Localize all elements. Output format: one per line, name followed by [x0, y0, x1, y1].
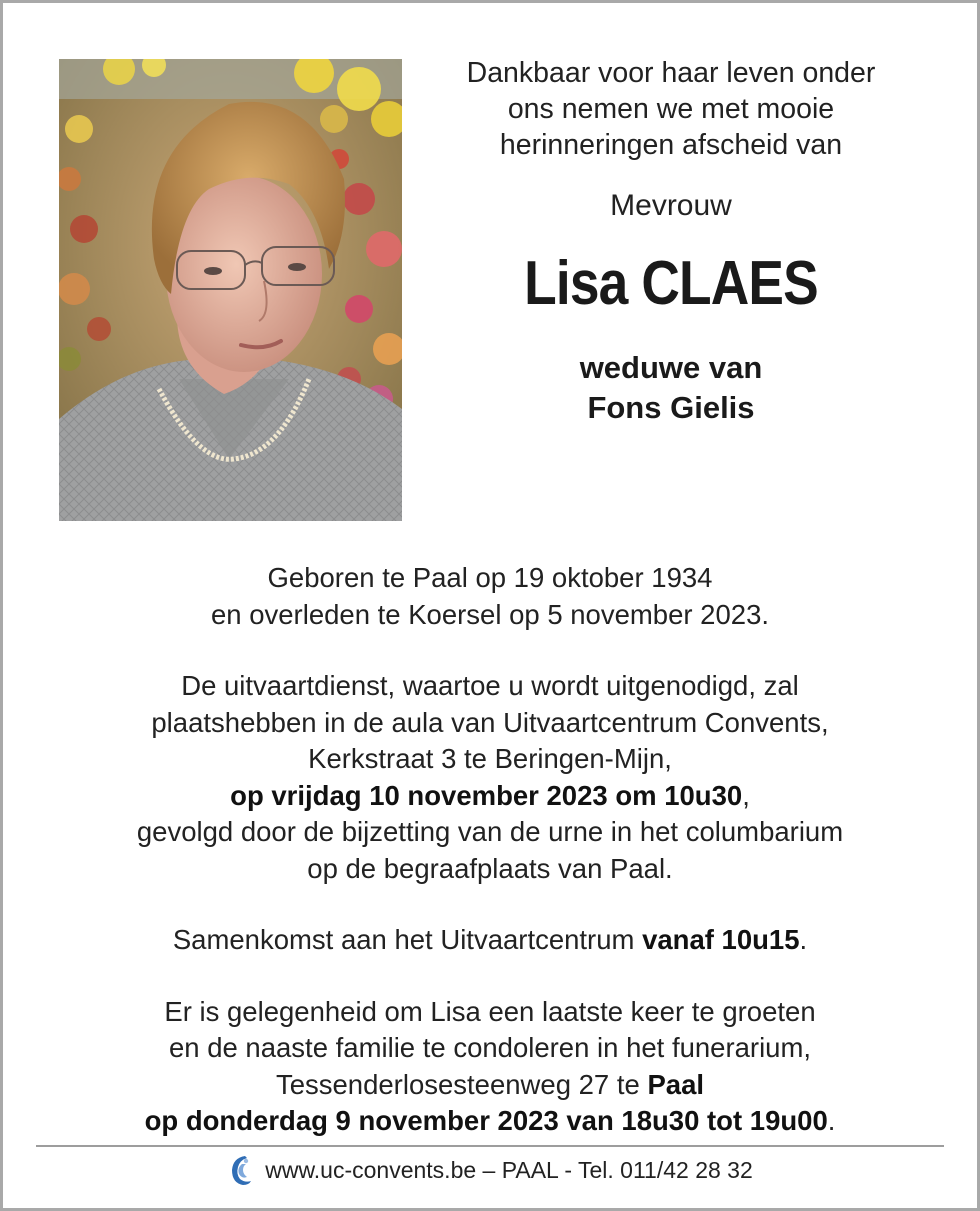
birth-line: Geboren te Paal op 19 oktober 1934	[267, 562, 713, 593]
visitation-address-text: Tessenderlosesteenweg 27 te	[275, 1068, 648, 1100]
spouse-name: Fons Gielis	[587, 390, 755, 425]
visitation-date-line	[40, 1103, 940, 1140]
spouse-line: weduwe van	[579, 350, 763, 385]
visitation-date: op donderdag 9 november 2023 van 18u30 tot 19u00	[144, 1105, 828, 1136]
death-line: en overleden te Koersel op 5 november 2023.	[210, 598, 770, 630]
intro-line: Dankbaar voor haar leven onder	[466, 57, 876, 89]
portrait-photo	[59, 59, 402, 521]
intro-line: herinneringen afscheid van	[499, 129, 843, 161]
gathering-line	[40, 922, 940, 959]
visitation-address	[40, 1067, 940, 1104]
spouse-block	[402, 348, 940, 428]
intro-line: ons nemen we met mooie	[507, 93, 835, 125]
service-line: De uitvaartdienst, waartoe u wordt uitgenodigd, zal	[181, 670, 799, 701]
gathering-text: Samenkomst aan het Uitvaartcentrum	[172, 924, 643, 955]
service-date-line	[40, 778, 940, 815]
service-line: plaatshebben in de aula van Uitvaartcentrum Convents,	[151, 706, 829, 738]
deceased-name: Lisa CLAES	[524, 249, 818, 318]
header-column	[402, 55, 940, 428]
service-line: op de begraafplaats van Paal.	[307, 852, 673, 884]
footer-contact: www.uc-convents.be – PAAL - Tel. 011/42 28 32	[265, 1156, 753, 1183]
title-prefix: Mevrouw	[610, 189, 732, 222]
visitation-place: Paal	[647, 1068, 705, 1100]
gathering-suffix: .	[799, 924, 808, 955]
visitation-date-suffix: .	[827, 1105, 836, 1136]
footer	[0, 1150, 980, 1190]
service-date: op vrijdag 10 november 2023 om 10u30	[230, 779, 743, 811]
uc-convents-logo-icon	[227, 1152, 253, 1188]
footer-divider	[36, 1145, 944, 1147]
service-date-suffix: ,	[742, 779, 750, 811]
announcement-body	[40, 560, 940, 1140]
service-address: Kerkstraat 3 te Beringen-Mijn,	[308, 743, 672, 774]
visitation-line: Er is gelegenheid om Lisa een laatste keer te groeten	[164, 995, 816, 1027]
gathering-time: vanaf 10u15	[642, 924, 800, 955]
visitation-line: en de naaste familie te condoleren in het funerarium,	[168, 1032, 812, 1063]
service-line: gevolgd door de bijzetting van de urne in het columbarium	[136, 816, 844, 847]
intro-text	[402, 55, 940, 163]
